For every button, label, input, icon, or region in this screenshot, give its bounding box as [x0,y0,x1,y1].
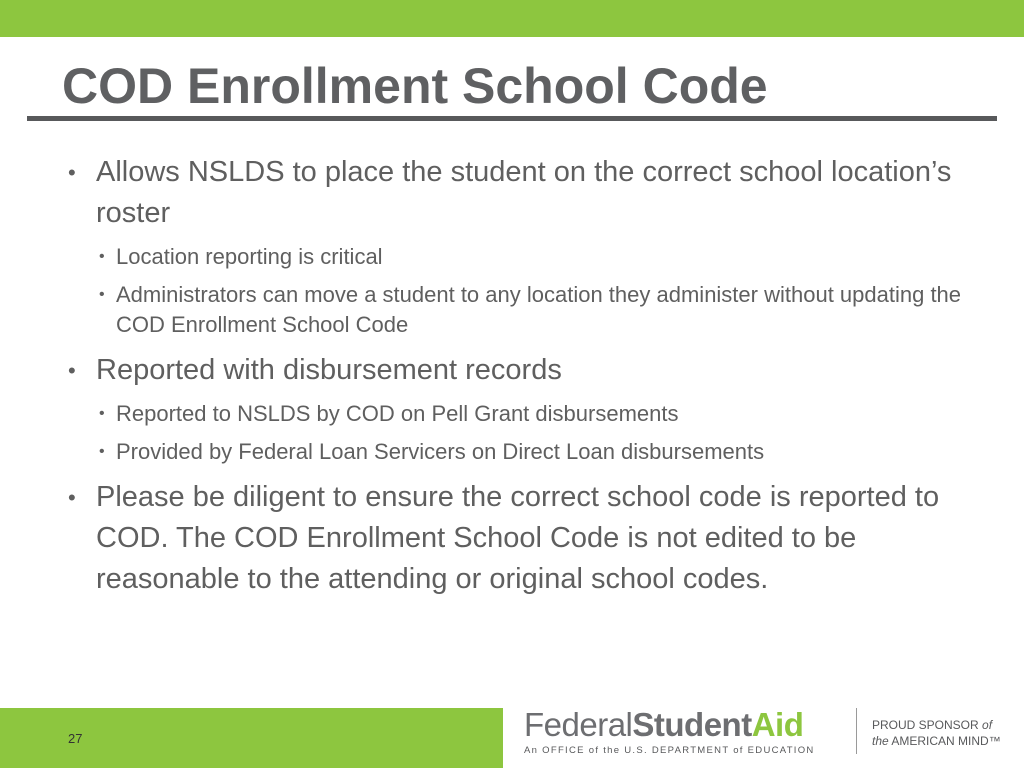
bullet-item [68,350,968,467]
page-number: 27 [68,731,83,746]
sub-bullet-item: • Location reporting is critical [96,242,968,272]
sponsor-line2-the: the [872,734,889,748]
bullet-text: Reported with disbursement records [96,354,562,386]
logo-word-federal: Federal [524,706,633,743]
proud-sponsor-badge [872,717,1001,749]
sponsor-line2: AMERICAN MIND™ [891,734,1001,748]
logo-tagline: An OFFICE of the U.S. DEPARTMENT of EDUCATION [524,745,815,756]
sub-bullet-item: • Provided by Federal Loan Servicers on Direct Loan disbursements [96,437,968,467]
bullet-text: Allows NSLDS to place the student on the correct school location’s roster [96,156,952,229]
logo-word-student: Student [632,706,752,743]
sub-bullet-item: • Reported to NSLDS by COD on Pell Grant disbursements [96,399,968,429]
sub-bullet-item: • Administrators can move a student to any location they administer without updating the COD Enrollment School Code [96,280,968,340]
sub-bullet-list [96,242,968,340]
logo-word-aid: Aid [751,706,804,743]
title-underline [27,116,997,121]
bullet-item [68,477,968,600]
footer-divider [856,708,857,754]
sub-bullet-list [96,399,968,467]
top-accent-bar [0,0,1024,37]
bullet-list [68,152,968,610]
sponsor-line1-of: of [982,718,993,732]
bullet-item [68,152,968,340]
federal-student-aid-logo [524,706,815,756]
slide-title: COD Enrollment School Code [62,58,768,114]
bullet-text: Please be diligent to ensure the correct school code is reported to COD. The COD Enrollment School Code is not edited to be reasonable to the attending or original school codes. [96,481,940,595]
sponsor-line1: PROUD SPONSOR [872,718,979,732]
